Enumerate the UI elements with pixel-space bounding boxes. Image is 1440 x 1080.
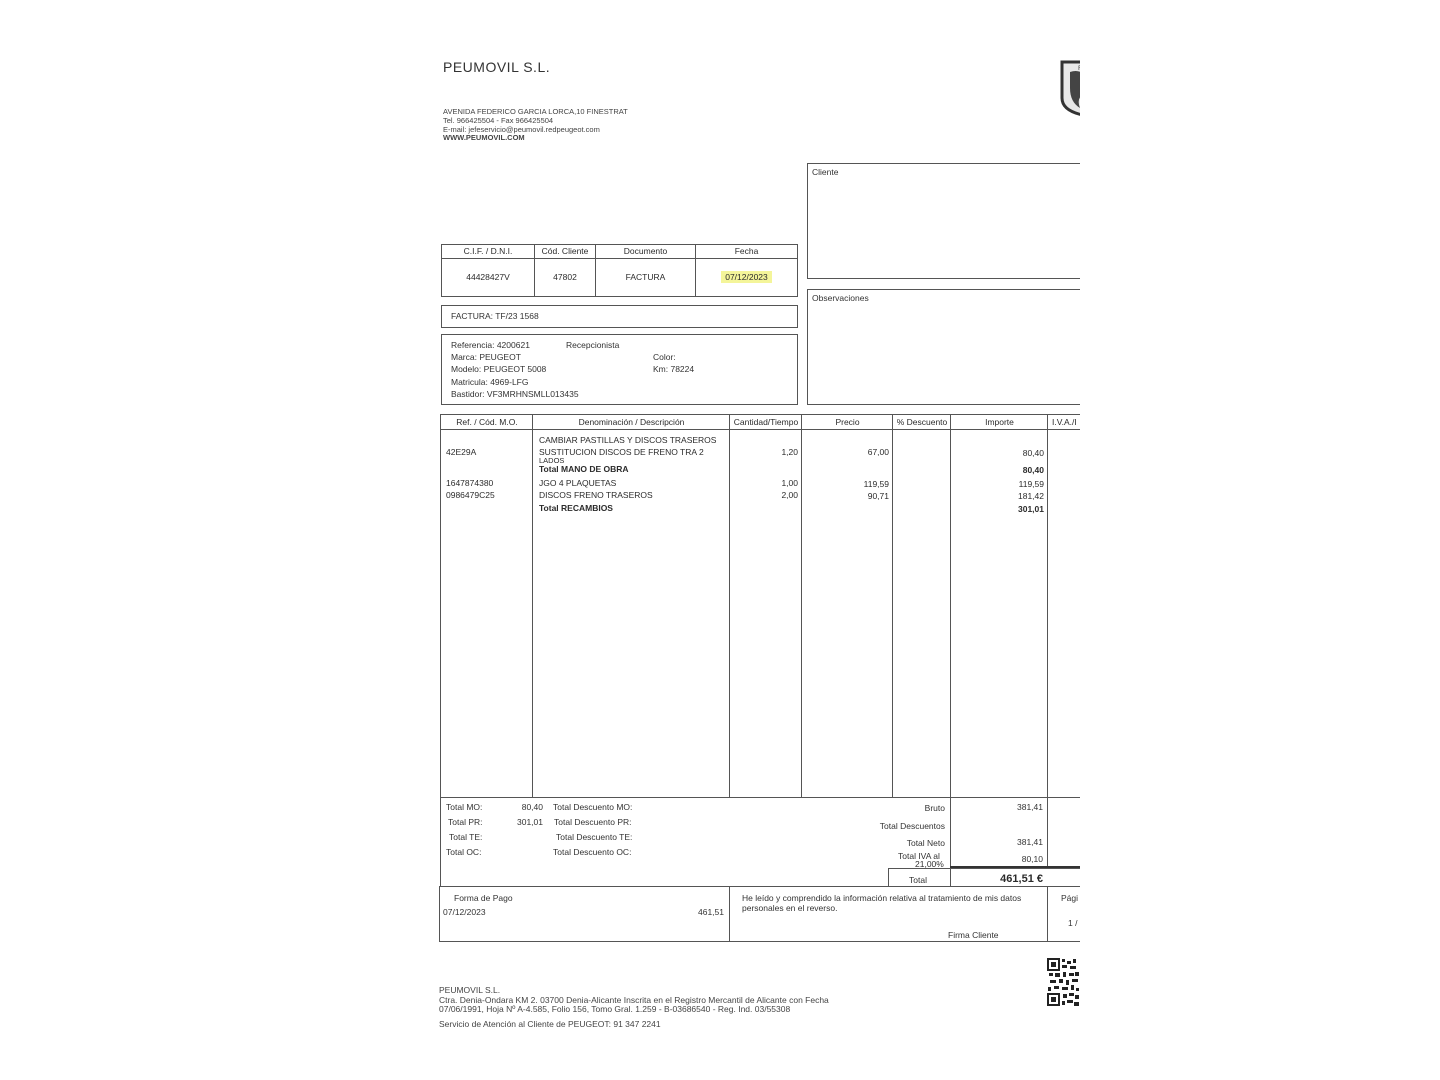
header-iva: I.V.A./I — [1052, 417, 1077, 427]
total-neto-value: 381,41 — [1017, 837, 1043, 847]
bruto-value: 381,41 — [1017, 802, 1043, 812]
table-row-desc: SUSTITUCION DISCOS DE FRENO TRA 2 — [539, 447, 704, 457]
total-te-label: Total TE: — [449, 832, 483, 842]
header-qty: Cantidad/Tiempo — [733, 417, 799, 427]
observaciones-label: Observaciones — [812, 293, 869, 303]
payment-signature-box — [439, 886, 1080, 942]
table-row-ref: 0986479C25 — [446, 490, 495, 500]
table-row-ref: 1647874380 — [446, 478, 494, 488]
table-row-price: 90,71 — [867, 491, 889, 501]
table-row-price: 119,59 — [863, 479, 889, 489]
grand-total: 461,51 € — [1000, 873, 1043, 885]
total-rec-label: Total RECAMBIOS — [539, 503, 613, 513]
legal-text-line2: personales en el reverso. — [742, 903, 838, 913]
footer-company: PEUMOVIL S.L. — [439, 985, 501, 995]
observaciones-box — [807, 289, 1080, 405]
date-value-wrap — [696, 272, 797, 282]
table-row-amount: 80,40 — [1022, 448, 1044, 458]
vehicle-matricula: Matricula: 4969-LFG — [451, 377, 529, 387]
total-desc-mo-label: Total Descuento MO: — [553, 802, 633, 812]
table-row-qty: 1,00 — [781, 478, 798, 488]
total-neto-label: Total Neto — [906, 838, 945, 848]
date-cell — [696, 245, 797, 296]
table-row-amount: 119,59 — [1018, 479, 1044, 489]
footer-line1: Ctra. Denia-Ondara KM 2. 03700 Denia-Alicante Inscrita en el Registro Mercantil de Alicante con Fecha — [439, 995, 829, 1005]
table-row-amount: 181,42 — [1018, 491, 1044, 501]
payment-amount: 461,51 — [698, 907, 724, 917]
footer-service: Servicio de Atención al Cliente de PEUGEOT: 91 347 2241 — [439, 1019, 661, 1029]
cif-cell — [442, 245, 535, 296]
table-row-ref: 42E29A — [446, 447, 477, 457]
table-row-qty: 1,20 — [781, 447, 798, 457]
document-header: Documento — [623, 246, 668, 256]
qr-code-icon — [1047, 958, 1080, 1008]
table-row-qty: 2,00 — [781, 490, 798, 500]
total-mo-value: 80,40 — [1022, 465, 1044, 475]
header-discount: % Descuento — [896, 417, 948, 427]
table-row-desc: DISCOS FRENO TRASEROS — [539, 490, 653, 500]
vehicle-color: Color: — [653, 352, 676, 362]
company-name: PEUMOVIL S.L. — [443, 59, 551, 75]
document-value: FACTURA — [625, 272, 666, 282]
total-pr-value: 301,01 — [517, 817, 543, 827]
vehicle-recepcionista: Recepcionista — [566, 340, 620, 350]
cif-value: 44428427V — [466, 272, 510, 282]
total-desc-oc-label: Total Descuento OC: — [553, 847, 632, 857]
vehicle-modelo: Modelo: PEUGEOT 5008 — [451, 364, 547, 374]
document-cell — [596, 245, 696, 296]
payment-label: Forma de Pago — [454, 893, 513, 903]
total-label: Total — [909, 875, 927, 885]
firma-cliente-label: Firma Cliente — [948, 930, 999, 940]
total-descuentos-label: Total Descuentos — [879, 821, 945, 831]
header-ref: Ref. / Cód. M.O. — [456, 417, 518, 427]
total-desc-pr-label: Total Descuento PR: — [554, 817, 632, 827]
company-address: AVENIDA FEDERICO GARCIA LORCA,10 FINESTRAT — [443, 107, 628, 116]
date-header: Fecha — [734, 246, 759, 256]
payment-date: 07/12/2023 — [443, 907, 486, 917]
total-rec-value: 301,01 — [1018, 504, 1044, 514]
total-iva-label: Total IVA al — [898, 851, 940, 861]
bruto-label: Bruto — [924, 803, 945, 813]
table-row-desc: JGO 4 PLAQUETAS — [539, 478, 617, 488]
vehicle-km: Km: 78224 — [653, 364, 695, 374]
client-info-table — [441, 244, 798, 297]
page-number: 1 / — [1068, 918, 1078, 928]
company-phone: Tel. 966425504 - Fax 966425504 — [443, 116, 554, 125]
total-desc-te-label: Total Descuento TE: — [556, 832, 633, 842]
svg-text:PEU: PEU — [1078, 65, 1090, 72]
company-email: E-mail: jefeservicio@peumovil.redpeugeot.com — [443, 125, 600, 134]
invoice-number: FACTURA: TF/23 1568 — [451, 311, 539, 321]
client-code-value: 47802 — [553, 272, 577, 282]
header-amount: Importe — [985, 417, 1014, 427]
total-pr-label: Total PR: — [448, 817, 483, 827]
totals-section — [440, 797, 1080, 887]
company-web: WWW.PEUMOVIL.COM — [443, 133, 525, 142]
vehicle-referencia: Referencia: 4200621 — [451, 340, 530, 350]
header-price: Precio — [835, 417, 860, 427]
items-table — [440, 414, 1080, 798]
page-label: Pági — [1061, 893, 1079, 903]
table-row-desc-cont: LADOS — [539, 456, 565, 465]
invoice-number-box — [441, 305, 798, 328]
cliente-box — [807, 163, 1080, 279]
total-iva-rate: 21,00% — [915, 859, 944, 869]
vehicle-bastidor: Bastidor: VF3MRHNSMLL013435 — [451, 389, 579, 399]
peugeot-lion-logo-icon — [1058, 58, 1090, 118]
client-code-cell — [535, 245, 596, 296]
date-value: 07/12/2023 — [721, 271, 772, 283]
footer-line2: 07/06/1991, Hoja Nº A-4.585, Folio 156, Tomo Gral. 1.259 - B-03686540 - Reg. Ind. 03/55308 — [439, 1004, 791, 1014]
cif-header: C.I.F. / D.N.I. — [463, 246, 513, 256]
table-row-price: 67,00 — [867, 447, 889, 457]
total-mo-summary: 80,40 — [521, 802, 543, 812]
total-oc-label: Total OC: — [446, 847, 482, 857]
client-code-header: Cód. Cliente — [541, 246, 589, 256]
section-title: CAMBIAR PASTILLAS Y DISCOS TRASEROS — [539, 435, 717, 445]
header-desc: Denominación / Descripción — [578, 417, 685, 427]
vehicle-marca: Marca: PEUGEOT — [451, 352, 521, 362]
cliente-label: Cliente — [812, 167, 839, 177]
total-mo-summary-label: Total MO: — [446, 802, 483, 812]
total-mo-label: Total MANO DE OBRA — [539, 464, 629, 474]
legal-text-line1: He leído y comprendido la información relativa al tratamiento de mis datos — [742, 893, 1022, 903]
total-iva-value: 80,10 — [1021, 854, 1043, 864]
vehicle-box — [441, 334, 798, 405]
